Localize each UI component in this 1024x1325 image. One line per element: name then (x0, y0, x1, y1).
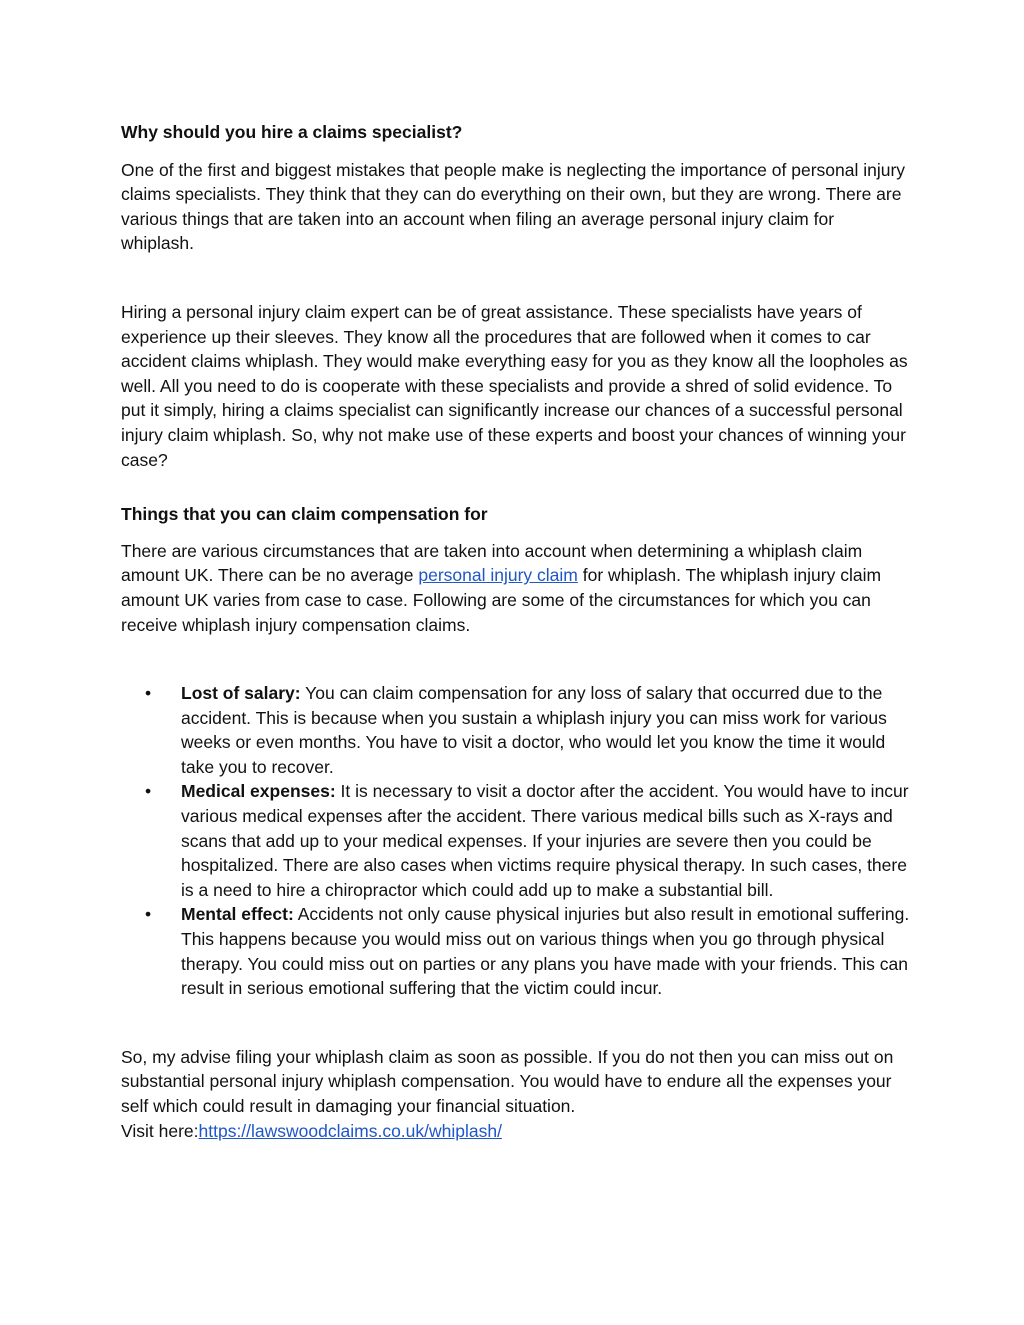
paragraph-circumstances (121, 539, 911, 637)
list-item-text: It is necessary to visit a doctor after the accident. You would have to incur various medical expenses after the accident. There various medical bills such as X-rays and scans that add up to your medical expenses. If your injuries are severe then you could be hospitalized. There are also cases when victims require physical therapy. In such cases, there is a need to hire a chiropractor which could add up to make a substantial bill. (181, 781, 909, 900)
list-item-lost-salary (145, 681, 911, 779)
visit-label: Visit here: (121, 1120, 199, 1141)
list-item-title: Lost of salary: (181, 683, 301, 704)
whiplash-page-link[interactable]: https://lawswoodclaims.co.uk/whiplash/ (198, 1120, 502, 1141)
bullet-icon: • (145, 781, 152, 802)
bullet-icon: • (145, 683, 152, 704)
bullet-icon: • (145, 904, 152, 925)
compensation-list (121, 681, 911, 1001)
personal-injury-claim-link[interactable]: personal injury claim (418, 565, 578, 586)
paragraph-intro: One of the first and biggest mistakes that people make is neglecting the importance of personal injury claims specialists. They think that they can do everything on their own, but they are wrong. There are various things that are taken into an account when filing an average personal injury claim for whiplash. (121, 159, 906, 254)
list-item-text: Accidents not only cause physical injuries but also result in emotional suffering. This happens because you would miss out on various things when you go through physical therapy. You could miss out on parties or any plans you have made with your friends. This can result in serious emotional suffering that the victim could incur. (181, 904, 910, 999)
list-item-title: Mental effect: (181, 904, 294, 925)
heading-why-hire-specialist: Why should you hire a claims specialist? (121, 122, 463, 142)
list-item-title: Medical expenses: (181, 781, 336, 802)
paragraph-expert-assistance: Hiring a personal injury claim expert can be of great assistance. These specialists have years of experience up their sleeves. They know all the procedures that are followed when it comes to car accident claims whiplash. They would make everything easy for you as they know all the loopholes as well. All you need to do is cooperate with these specialists and provide a shred of solid evidence. To put it simply, hiring a claims specialist can significantly increase our chances of a successful personal injury claim whiplash. So, why not make use of these experts and boost your chances of winning your case? (121, 301, 908, 470)
list-item-medical-expenses (145, 779, 911, 902)
heading-claim-compensation: Things that you can claim compensation for (121, 504, 488, 525)
document-page (121, 120, 911, 1143)
list-item-mental-effect (145, 902, 911, 1000)
list-item-text: You can claim compensation for any loss of salary that occurred due to the accident. This is because when you sustain a whiplash injury you can miss work for various weeks or even months. You have to visit a doctor, who would let you know the time it would take you to recover. (181, 683, 887, 777)
visit-line (121, 1119, 911, 1144)
paragraph-circumstances-text-before: There are various circumstances that are taken into account when determining a whiplash claim amount UK. There can be no average (121, 540, 863, 586)
paragraph-circumstances-text-after: for whiplash. The whiplash injury claim amount UK varies from case to case. Following are some of the circumstances for which you can receive whiplash injury compensation claims. (121, 565, 882, 635)
paragraph-closing: So, my advise filing your whiplash claim as soon as possible. If you do not then you can miss out on substantial personal injury whiplash compensation. You would have to endure all the expenses your self which could result in damaging your financial situation. (121, 1046, 894, 1116)
